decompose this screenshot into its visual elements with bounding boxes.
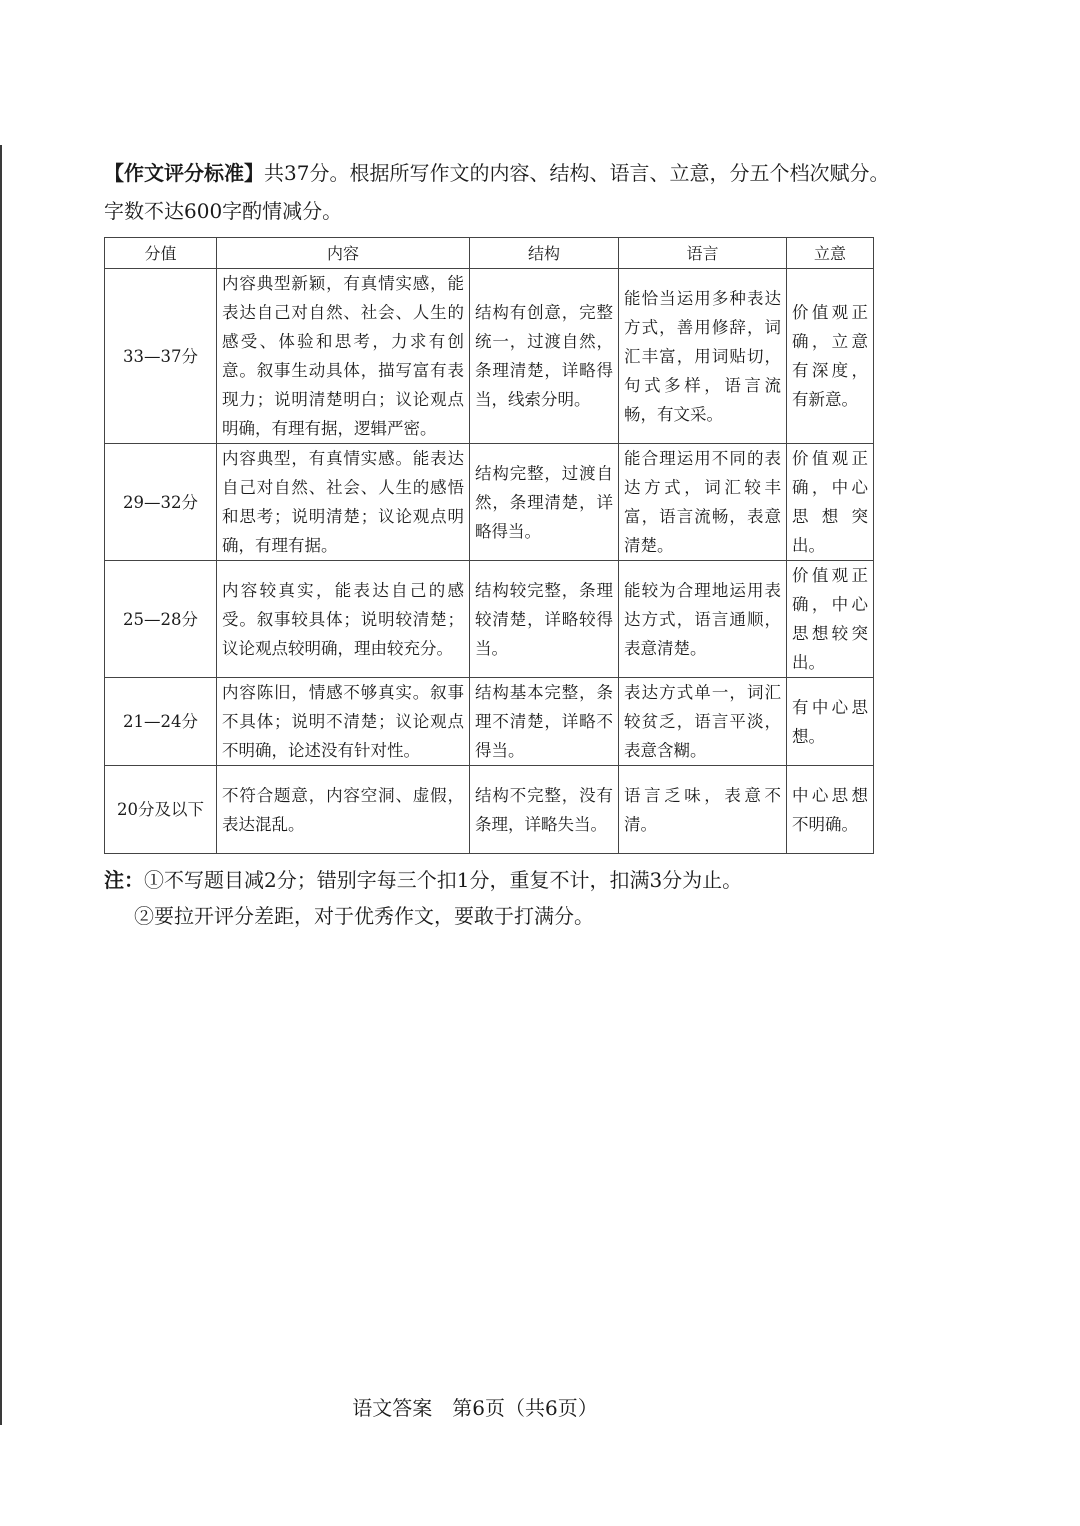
language-cell: 语言乏味，表意不清。 (619, 766, 787, 854)
structure-cell: 结构有创意，完整统一，过渡自然，条理清楚，详略得当，线索分明。 (470, 269, 619, 444)
header-structure: 结构 (470, 238, 619, 269)
score-cell: 21—24分 (105, 678, 217, 766)
intro-heading: 【作文评分标准】 (104, 161, 264, 185)
idea-cell: 价值观正确，中心思想突出。 (787, 444, 874, 561)
score-cell: 25—28分 (105, 561, 217, 678)
score-cell: 29—32分 (105, 444, 217, 561)
table-row (105, 561, 874, 678)
page-footer: 语文答案 第6页（共6页） (352, 1396, 598, 1420)
idea-cell: 有中心思想。 (787, 678, 874, 766)
idea-cell: 中心思想不明确。 (787, 766, 874, 854)
language-cell: 表达方式单一，词汇较贫乏，语言平淡，表意含糊。 (619, 678, 787, 766)
score-cell: 20分及以下 (105, 766, 217, 854)
note-2: ②要拉开评分差距，对于优秀作文，要敢于打满分。 (134, 904, 594, 928)
note-1: ①不写题目减2分；错别字每三个扣1分，重复不计，扣满3分为止。 (144, 868, 743, 892)
structure-cell: 结构基本完整，条理不清楚，详略不得当。 (470, 678, 619, 766)
grading-notes (104, 862, 904, 934)
header-idea: 立意 (787, 238, 874, 269)
intro-text-1: 共37分。根据所写作文的内容、结构、语言、立意，分五个档次赋分。 (264, 161, 890, 185)
content-cell: 内容典型新颖，有真情实感，能表达自己对自然、社会、人生的感受、体验和思考，力求有创意。叙事生动具体，描写富有表现力；说明清楚明白；议论观点明确，有理有据，逻辑严密。 (217, 269, 470, 444)
note-label: 注： (104, 868, 144, 892)
content-cell: 内容较真实，能表达自己的感受。叙事较具体；说明较清楚；议论观点较明确，理由较充分。 (217, 561, 470, 678)
table-row (105, 269, 874, 444)
content-cell: 内容典型，有真情实感。能表达自己对自然、社会、人生的感悟和思考；说明清楚；议论观点明确，有理有据。 (217, 444, 470, 561)
language-cell: 能较为合理地运用表达方式，语言通顺，表意清楚。 (619, 561, 787, 678)
note-line-1 (104, 862, 904, 898)
idea-cell: 价值观正确，立意有深度，有新意。 (787, 269, 874, 444)
structure-cell: 结构完整，过渡自然，条理清楚，详略得当。 (470, 444, 619, 561)
content-cell: 不符合题意，内容空洞、虚假，表达混乱。 (217, 766, 470, 854)
table-row (105, 766, 874, 854)
language-cell: 能合理运用不同的表达方式，词汇较丰富，语言流畅，表意清楚。 (619, 444, 787, 561)
header-score: 分值 (105, 238, 217, 269)
content-cell: 内容陈旧，情感不够真实。叙事不具体；说明不清楚；议论观点不明确，论述没有针对性。 (217, 678, 470, 766)
intro-text-2: 字数不达600字酌情减分。 (104, 199, 343, 223)
table-header-row (105, 238, 874, 269)
binding-margin-line (0, 145, 2, 1425)
intro-line-1 (104, 154, 904, 192)
header-content: 内容 (217, 238, 470, 269)
idea-cell: 价值观正确，中心思想较突出。 (787, 561, 874, 678)
header-language: 语言 (619, 238, 787, 269)
scoring-rubric-table (104, 237, 874, 854)
structure-cell: 结构不完整，没有条理，详略失当。 (470, 766, 619, 854)
structure-cell: 结构较完整，条理较清楚，详略较得当。 (470, 561, 619, 678)
table-row (105, 444, 874, 561)
language-cell: 能恰当运用多种表达方式，善用修辞，词汇丰富，用词贴切，句式多样，语言流畅，有文采。 (619, 269, 787, 444)
table-row (105, 678, 874, 766)
score-cell: 33—37分 (105, 269, 217, 444)
scoring-intro (104, 154, 904, 230)
